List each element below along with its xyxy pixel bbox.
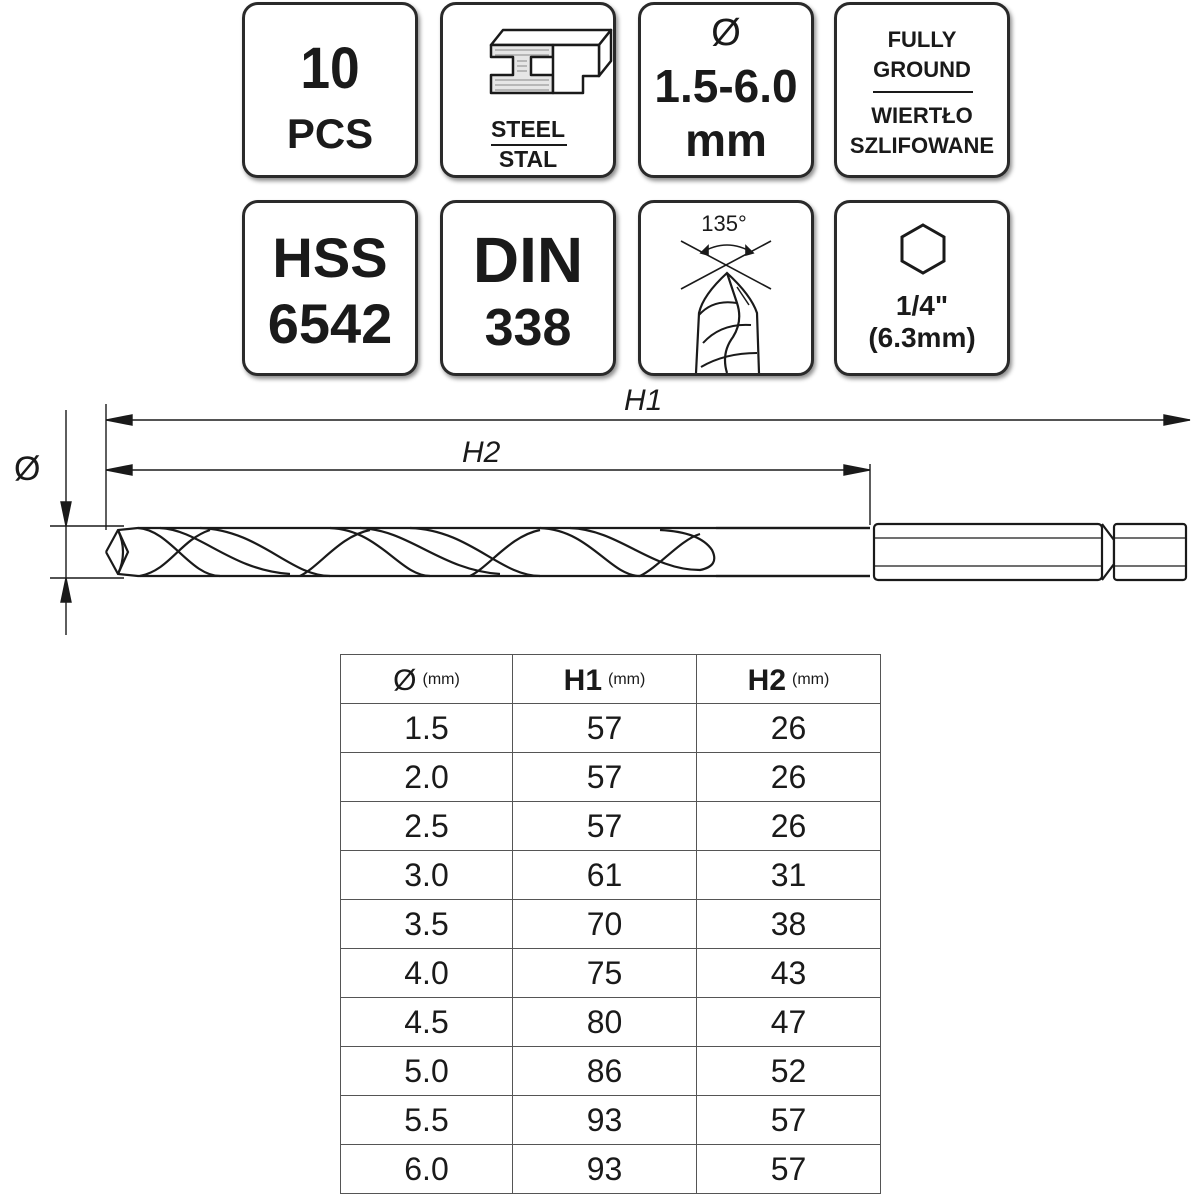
cell-h2: 38 — [697, 900, 881, 949]
header-diameter: Ø (mm) — [341, 655, 513, 704]
cell-h1: 93 — [513, 1096, 697, 1145]
diameter-range: 1.5-6.0 — [654, 60, 798, 112]
table-row — [341, 949, 881, 998]
cell-h1: 75 — [513, 949, 697, 998]
drill-flutes — [106, 528, 870, 576]
shank-mm: (6.3mm) — [868, 322, 976, 353]
standard-name: DIN — [472, 224, 584, 296]
diameter-symbol: Ø — [711, 12, 741, 54]
point-angle-value: 135° — [701, 211, 747, 236]
cell-diameter: 3.5 — [341, 900, 513, 949]
finish-en-2: GROUND — [873, 57, 971, 82]
cell-h2: 26 — [697, 802, 881, 851]
point-angle-tile — [638, 200, 814, 376]
diameter-label: Ø — [14, 450, 41, 488]
table-row — [341, 753, 881, 802]
cell-h1: 57 — [513, 704, 697, 753]
hex-shank — [716, 524, 1186, 580]
drill-bit-drawing — [0, 380, 1200, 650]
cell-diameter: 6.0 — [341, 1145, 513, 1194]
material-en: STEEL — [490, 116, 566, 142]
cell-h2: 31 — [697, 851, 881, 900]
steel-grade-code: 6542 — [267, 292, 393, 355]
cell-h2: 57 — [697, 1145, 881, 1194]
cell-diameter: 1.5 — [341, 704, 513, 753]
h2-arrow-right — [844, 465, 870, 475]
cell-h1: 70 — [513, 900, 697, 949]
size-table — [340, 654, 881, 1194]
cell-h1: 93 — [513, 1145, 697, 1194]
h1-label: H1 — [624, 384, 663, 417]
diameter-arrow-top — [61, 502, 71, 526]
finish-tile — [834, 2, 1010, 178]
cell-h1: 80 — [513, 998, 697, 1047]
diameter-arrow-bottom — [61, 578, 71, 602]
table-row — [341, 998, 881, 1047]
cell-h1: 86 — [513, 1047, 697, 1096]
cell-h2: 43 — [697, 949, 881, 998]
table-row — [341, 851, 881, 900]
cell-diameter: 4.5 — [341, 998, 513, 1047]
finish-pl-1: WIERTŁO — [871, 103, 973, 128]
drill-point-icon — [641, 203, 811, 373]
cell-h1: 61 — [513, 851, 697, 900]
finish-divider — [873, 91, 973, 93]
finish-pl-2: SZLIFOWANE — [849, 133, 995, 158]
cell-h2: 26 — [697, 753, 881, 802]
standard-code: 338 — [484, 299, 572, 357]
table-row — [341, 704, 881, 753]
steel-grade-name: HSS — [272, 226, 388, 289]
shank-tile — [834, 200, 1010, 376]
pieces-count: 10 — [300, 36, 360, 101]
table-row — [341, 1145, 881, 1194]
cell-h1: 57 — [513, 802, 697, 851]
table-row — [341, 1096, 881, 1145]
diameter-unit: mm — [685, 114, 767, 166]
h2-label: H2 — [462, 436, 501, 469]
header-h2: H2 (mm) — [697, 655, 881, 704]
cell-h1: 57 — [513, 753, 697, 802]
cell-h2: 57 — [697, 1096, 881, 1145]
material-tile — [440, 2, 616, 178]
size-table-header — [341, 655, 881, 704]
steel-profile-icon — [443, 5, 613, 115]
cell-diameter: 3.0 — [341, 851, 513, 900]
cell-h2: 26 — [697, 704, 881, 753]
cell-h2: 47 — [697, 998, 881, 1047]
cell-diameter: 5.0 — [341, 1047, 513, 1096]
cell-diameter: 4.0 — [341, 949, 513, 998]
table-row — [341, 802, 881, 851]
pieces-tile — [242, 2, 418, 178]
cell-h2: 52 — [697, 1047, 881, 1096]
shank-inch: 1/4" — [895, 290, 949, 321]
pieces-unit: PCS — [286, 110, 374, 157]
material-pl: STAL — [498, 146, 558, 172]
cell-diameter: 2.5 — [341, 802, 513, 851]
cell-diameter: 2.0 — [341, 753, 513, 802]
h1-arrow-right — [1164, 415, 1190, 425]
standard-tile — [440, 200, 616, 376]
hexagon-icon — [895, 221, 951, 277]
header-h1: H1 (mm) — [513, 655, 697, 704]
cell-diameter: 5.5 — [341, 1096, 513, 1145]
steel-grade-tile — [242, 200, 418, 376]
table-row — [341, 1047, 881, 1096]
table-row — [341, 900, 881, 949]
diameter-tile — [638, 2, 814, 178]
h2-arrow-left — [106, 465, 132, 475]
h1-arrow-left — [106, 415, 132, 425]
finish-en-1: FULLY — [887, 27, 957, 52]
